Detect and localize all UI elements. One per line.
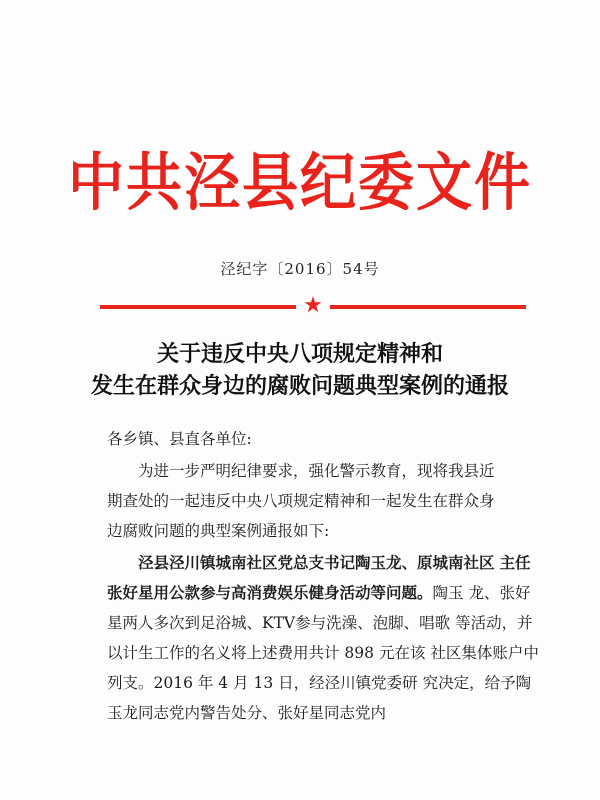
case-heading-line: 主任张好星用公款参与高消费娱乐健身活动等问题。 xyxy=(107,553,531,602)
document-number: 泾纪字〔2016〕54号 xyxy=(220,260,380,278)
paragraph-line: 陶玉 xyxy=(432,584,464,602)
paragraph-line: 究决定，给予陶玉龙同志党内警告处分、张好星同志党内 xyxy=(107,674,532,722)
divider-line-left xyxy=(100,305,296,309)
notice-title-line-2: 发生在群众身边的腐败问题典型案例的通报 xyxy=(90,373,509,399)
paragraph-line: 社区集体账户中列支。2016 年 4 月 13 日，经泾川镇党委研 xyxy=(107,644,539,692)
divider-line-right xyxy=(330,305,526,309)
notice-title-line-1: 关于违反中央八项规定精神和 xyxy=(156,341,443,367)
star-icon: ★ xyxy=(303,293,323,318)
notice-title xyxy=(0,338,600,402)
paragraph-line: 为进一步严明纪律要求，强化警示教育，现将我县近 xyxy=(138,462,495,480)
paragraph-line: 边腐败问题的典型案例通报如下: xyxy=(107,522,330,540)
intro-paragraph xyxy=(107,456,545,546)
paragraph-line: 期查处的一起违反中央八项规定精神和一起发生在群众身 xyxy=(107,492,495,510)
case-paragraph xyxy=(107,548,545,728)
paragraph-line: 等活动，并以计生工作的名义将上述费用共计 898 元在该 xyxy=(107,614,533,662)
addressee: 各乡镇、县直各单位: xyxy=(107,430,252,448)
paragraph-line: 龙、张好星两人多次到足浴城、KTV参与洗澡、泡脚、唱歌 xyxy=(107,584,531,632)
red-divider xyxy=(100,293,526,318)
document-header-title: 中共泾县纪委文件 xyxy=(68,146,532,220)
case-heading-line: 泾县泾川镇城南社区党总支书记陶玉龙、原城南社区 xyxy=(138,553,495,572)
